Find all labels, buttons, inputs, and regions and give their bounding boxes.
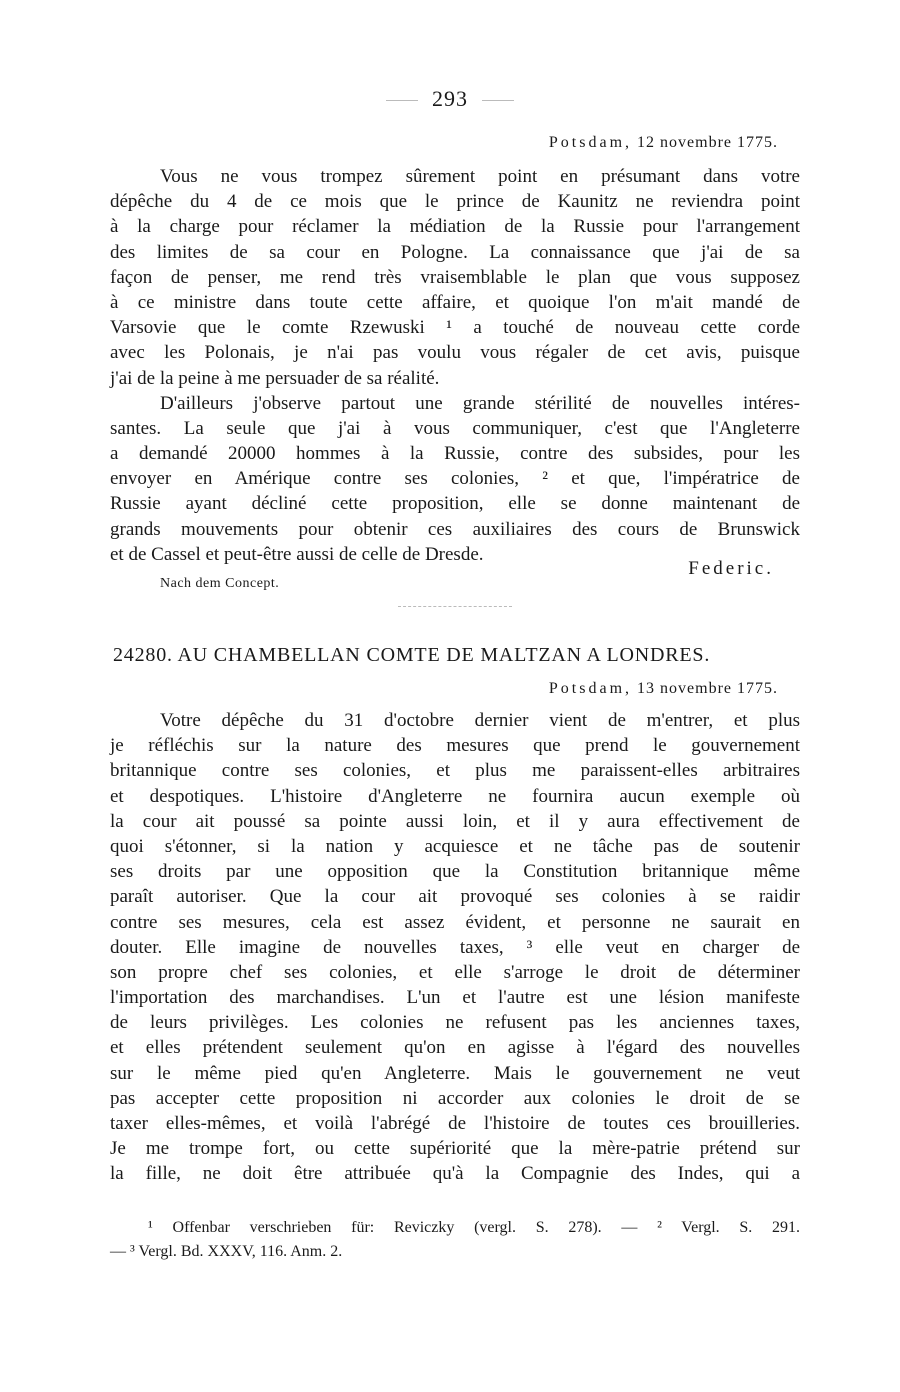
text-line: la cour ait poussé sa pointe aussi loin, et il y aura effectivement de [110,810,800,832]
footnotes [110,1216,800,1264]
text-line: grands mouvements pour obtenir ces auxiliaires des cours de Brunswick [110,518,800,540]
text-line: et elles prétendent seulement qu'on en agisse à l'égard des nouvelles [110,1037,800,1059]
text-line: son propre chef ses colonies, et elle s'arroge le droit de déterminer [110,961,800,983]
text-line: à la charge pour réclamer la médiation de la Russie pour l'arrangement [110,216,800,238]
text-line: contre ses mesures, cela est assez évident, et personne ne saurait en [110,911,800,933]
text-line: avec les Polonais, je n'ai pas voulu vous régaler de cet avis, puisque [110,342,800,364]
page-number [0,86,900,112]
dateline-place: Potsdam, [548,680,633,697]
text-line: Je me trompe fort, ou cette supériorité que la mère-patrie prétend sur [110,1138,800,1160]
divider [482,100,514,101]
text-line: douter. Elle imagine de nouvelles taxes, ³ elle veut en charger de [110,936,800,958]
signature: Federic. [688,558,774,579]
text-line: quoi s'étonner, si la nation y acquiesce et ne tâche pas de soutenir [110,835,800,857]
footnote-line: — ³ Vergl. Bd. XXXV, 116. Anm. 2. [110,1243,343,1260]
text-line: paraît autoriser. Que la cour ait provoqué ses colonies à se raidir [110,886,800,908]
text-line: des limites de sa cour en Pologne. La connaissance que j'ai de sa [110,241,800,263]
source-note: Nach dem Concept. [160,576,280,591]
dateline-date: 12 novembre 1775. [637,134,778,151]
text-line: et despotiques. L'histoire d'Angleterre ne fournira aucun exemple où [110,785,800,807]
letter2-heading: 24280. AU CHAMBELLAN COMTE DE MALTZAN A LONDRES. [113,644,711,666]
section-divider [398,606,512,607]
text-line: Votre dépêche du 31 d'octobre dernier vient de m'entrer, et plus [160,710,800,731]
text-line: Russie ayant décliné cette proposition, elle se donne maintenant de [110,493,800,515]
text-line: ses droits par une opposition que la Constitution britannique même [110,861,800,883]
text-line: santes. La seule que j'ai à vous communiquer, c'est que l'Angleterre [110,417,800,439]
text-line: je réfléchis sur la nature des mesures que prend le gouvernement [110,735,800,757]
dateline-letter2 [549,680,778,698]
text-line: à ce ministre dans toute cette affaire, et quoique l'on m'ait mandé de [110,291,800,313]
text-line: la fille, ne doit être attribuée qu'à la Compagnie des Indes, qui a [110,1163,800,1185]
text-line: sur le même pied qu'en Angleterre. Mais le gouvernement ne veut [110,1062,800,1084]
text-line: j'ai de la peine à me persuader de sa réalité. [110,367,440,389]
text-line: D'ailleurs j'observe partout une grande stérilité de nouvelles intéres- [160,392,800,414]
text-line: envoyer en Amérique contre ses colonies, ² et que, l'impératrice de [110,468,800,490]
text-line: façon de penser, me rend très vraisemblable le plan que vous supposez [110,266,800,288]
divider [386,100,418,101]
text-line: a demandé 20000 hommes à la Russie, contre des subsides, pour les [110,443,800,465]
text-line: britannique contre ses colonies, et plus me paraissent-elles arbitraires [110,760,800,782]
dateline-letter1 [549,134,778,152]
dateline-place: Potsdam, [548,134,633,151]
text-line: l'importation des marchandises. L'un et l'autre est une lésion manifeste [110,987,800,1009]
text-line: dépêche du 4 de ce mois que le prince de Kaunitz ne reviendra point [110,191,800,213]
letter1-body [110,164,800,567]
letter2-body [110,708,800,1187]
footnote-line: ¹ Offenbar verschrieben für: Reviczky (vergl. S. 278). — ² Vergl. S. 291. [148,1219,800,1236]
text-line: de leurs privilèges. Les colonies ne refusent pas les anciennes taxes, [110,1012,800,1034]
text-line: pas accepter cette proposition ni accorder aux colonies le droit de se [110,1087,800,1109]
dateline-date: 13 novembre 1775. [637,680,778,697]
page-number-text: 293 [432,86,468,111]
text-line: Vous ne vous trompez sûrement point en présumant dans votre [160,166,800,187]
text-line: Varsovie que le comte Rzewuski ¹ a touché de nouveau cette corde [110,317,800,339]
text-line: taxer elles-mêmes, et voilà l'abrégé de l'histoire de toutes ces brouilleries. [110,1113,800,1134]
text-line: et de Cassel et peut-être aussi de celle de Dresde. [110,543,484,565]
